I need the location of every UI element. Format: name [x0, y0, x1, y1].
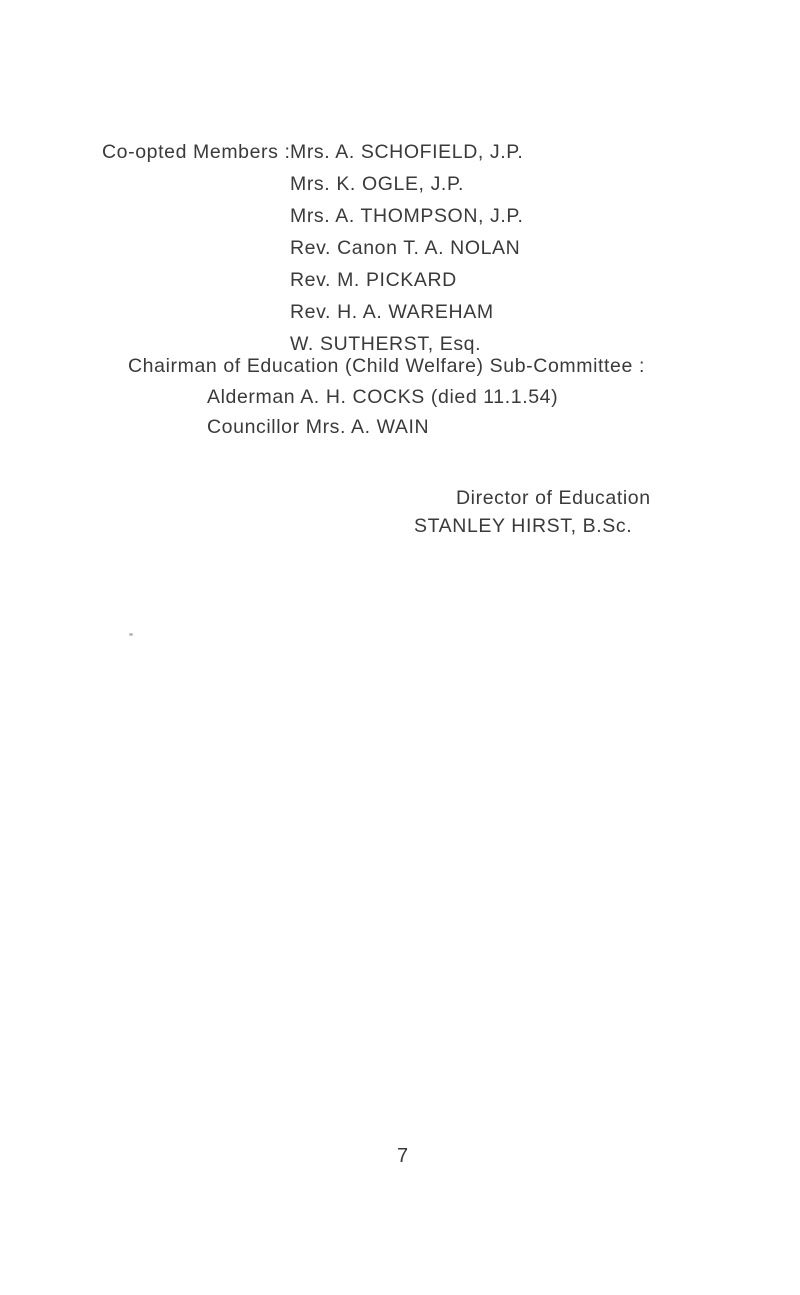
chairman-heading: Chairman of Education (Child Welfare) Sub-Committee :	[128, 355, 645, 377]
member-entry: Rev. M. PICKARD	[290, 269, 457, 291]
paper-speck	[129, 633, 133, 636]
member-entry: Mrs. K. OGLE, J.P.	[290, 173, 465, 195]
director-name: STANLEY HIRST, B.Sc.	[414, 515, 633, 537]
member-entry: W. SUTHERST, Esq.	[290, 333, 482, 355]
member-entry: Rev. H. A. WAREHAM	[290, 301, 494, 323]
co-opted-members-label: Co-opted Members :	[102, 141, 291, 163]
member-entry: Mrs. A. THOMPSON, J.P.	[290, 205, 524, 227]
chairman-entry: Alderman A. H. COCKS (died 11.1.54)	[207, 386, 559, 408]
director-title: Director of Education	[456, 487, 651, 509]
member-entry: Mrs. A. SCHOFIELD, J.P.	[290, 141, 524, 163]
member-entry: Rev. Canon T. A. NOLAN	[290, 237, 521, 259]
chairman-entry: Councillor Mrs. A. WAIN	[207, 416, 430, 438]
page-number: 7	[397, 1145, 409, 1167]
